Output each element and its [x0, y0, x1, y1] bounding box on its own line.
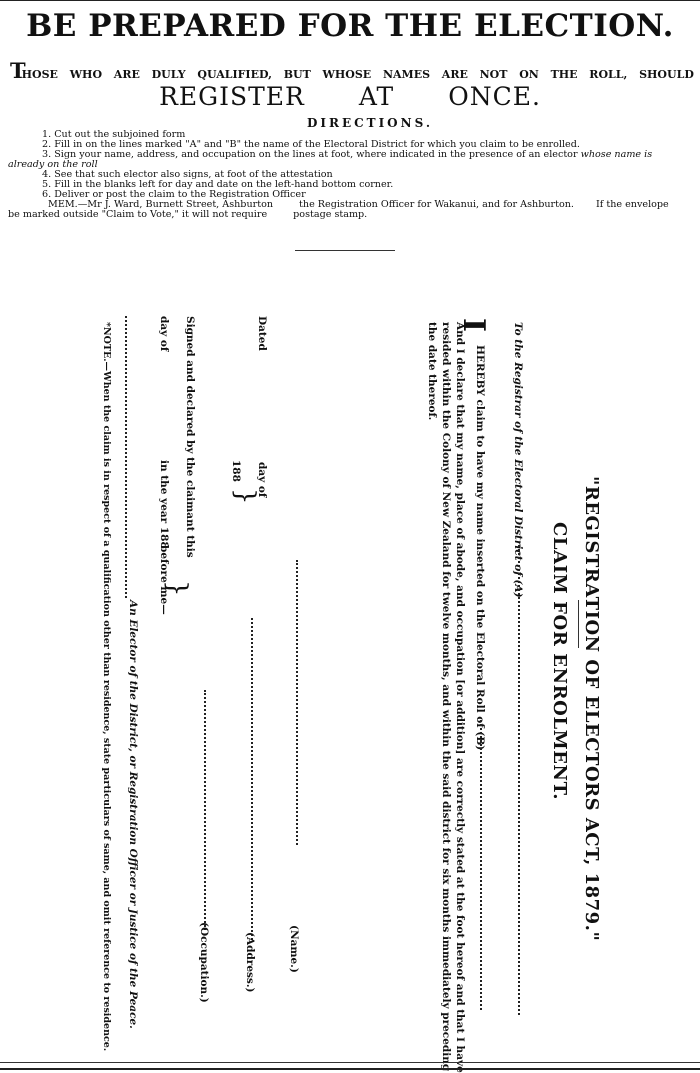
- direction-item: 2. Fill in on the lines marked "A" and "B" the name of the Electoral District for which you claim to be enrolled.: [42, 139, 580, 150]
- brace: }: [230, 488, 260, 505]
- direction-text: MEM.—Mr J. Ward, Burnett Street, Ashburton: [48, 199, 274, 210]
- district-b-line: [480, 720, 482, 1010]
- register-word: ONCE.: [448, 82, 541, 111]
- subheadline: [10, 60, 694, 81]
- bottom-rule: [0, 1062, 700, 1063]
- direction-item: 4. See that such elector also signs, at foot of the attestation: [42, 169, 333, 180]
- directions-list: [8, 130, 698, 220]
- elector-line: An Elector of the District, or Registration Officer or Justice of the Peace.: [127, 600, 139, 1029]
- direction-text: If the envelope: [595, 199, 669, 210]
- headline: BE PREPARED FOR THE ELECTION.: [26, 8, 674, 44]
- subline-word: ON: [519, 68, 539, 81]
- day-of-label: day of: [256, 462, 268, 498]
- subline-word: WHO: [69, 68, 103, 81]
- witness-line: [125, 316, 127, 598]
- signed-year: in the year 188: [158, 460, 170, 549]
- district-a-line: [518, 545, 520, 1015]
- subline-word: NAMES: [382, 68, 431, 81]
- claim-line-3: resided within the Colony of New Zealand for twelve months, and within the said district for six months immediately preceding: [440, 322, 452, 1072]
- bottom-border: [0, 1068, 700, 1070]
- subline-word-1: [10, 60, 58, 81]
- register-at-once: [0, 82, 700, 111]
- direction-item: 1. Cut out the subjoined form: [42, 129, 186, 140]
- name-line: [296, 560, 298, 845]
- note: *NOTE.—When the claim is in respect of a qualification other than residence, state particulars of same, and omit reference to residence.: [101, 322, 112, 1052]
- title-divider: [578, 600, 579, 648]
- address-line: [251, 618, 253, 940]
- subline-word: HOSE: [21, 68, 58, 81]
- claim-line-2: And I declare that my name, place of abode, and occupation [or addition] are correctly stated at the foot hereof and that I have: [454, 322, 466, 1073]
- signed-day-of: day of: [158, 316, 170, 352]
- direction-item: already on the roll: [8, 159, 98, 170]
- direction-item: [8, 150, 698, 160]
- direction-item: 5. Fill in the blanks left for day and date on the left-hand bottom corner.: [42, 179, 394, 190]
- direction-item: 6. Deliver or post the claim to the Registration Officer: [42, 189, 306, 200]
- subline-word: BUT: [283, 68, 311, 81]
- register-word: AT: [358, 82, 395, 111]
- drop-cap: T: [10, 58, 26, 83]
- year-188-label: 188: [230, 460, 242, 482]
- claim-line-1: HEREBY claim to have my name inserted on the Electoral Roll of (B): [474, 345, 486, 751]
- top-border: [0, 0, 700, 1]
- form-title-act: "REGISTRATION OF ELECTORS ACT, 1879.": [581, 476, 602, 942]
- subline-word: QUALIFIED,: [197, 68, 272, 81]
- dated-label: Dated: [256, 316, 268, 351]
- signed-before-me: before me—: [158, 545, 170, 615]
- brace: }: [162, 580, 192, 597]
- section-divider: [295, 250, 395, 251]
- directions-title: DIRECTIONS.: [306, 116, 434, 130]
- claim-line-4: the date thereof.: [426, 322, 438, 421]
- direction-text-italic: whose name is: [580, 149, 653, 160]
- subline-word: WHOSE: [322, 68, 372, 81]
- subline-word: ARE: [441, 68, 468, 81]
- subline-word: DULY: [151, 68, 186, 81]
- address-label: (Address.): [244, 932, 256, 993]
- claim-drop-cap: I: [456, 318, 491, 333]
- occupation-label: (Occupation.): [198, 922, 210, 1003]
- direction-text: postage stamp.: [293, 209, 368, 220]
- to-registrar: To the Registrar of the Electoral District of (A): [512, 322, 524, 598]
- subline-word: ROLL,: [589, 68, 628, 81]
- direction-text: 3. Sign your name, address, and occupation on the lines at foot, where indicated in the presence of an elector: [42, 149, 578, 160]
- direction-text: the Registration Officer for Wakanui, and for Ashburton.: [299, 199, 574, 210]
- direction-item: [8, 210, 698, 220]
- direction-text: be marked outside "Claim to Vote," it will not require: [8, 209, 268, 220]
- signed-line-1: Signed and declared by the claimant this: [184, 316, 196, 558]
- subline-word: ARE: [113, 68, 140, 81]
- occupation-line: [204, 690, 206, 930]
- subline-word: NOT: [479, 68, 508, 81]
- form-title-claim: CLAIM FOR ENROLMENT.: [549, 522, 570, 801]
- subline-word: THE: [550, 68, 578, 81]
- name-label: (Name.): [288, 925, 300, 973]
- register-word: REGISTER: [159, 82, 305, 111]
- subline-word: SHOULD: [639, 68, 694, 81]
